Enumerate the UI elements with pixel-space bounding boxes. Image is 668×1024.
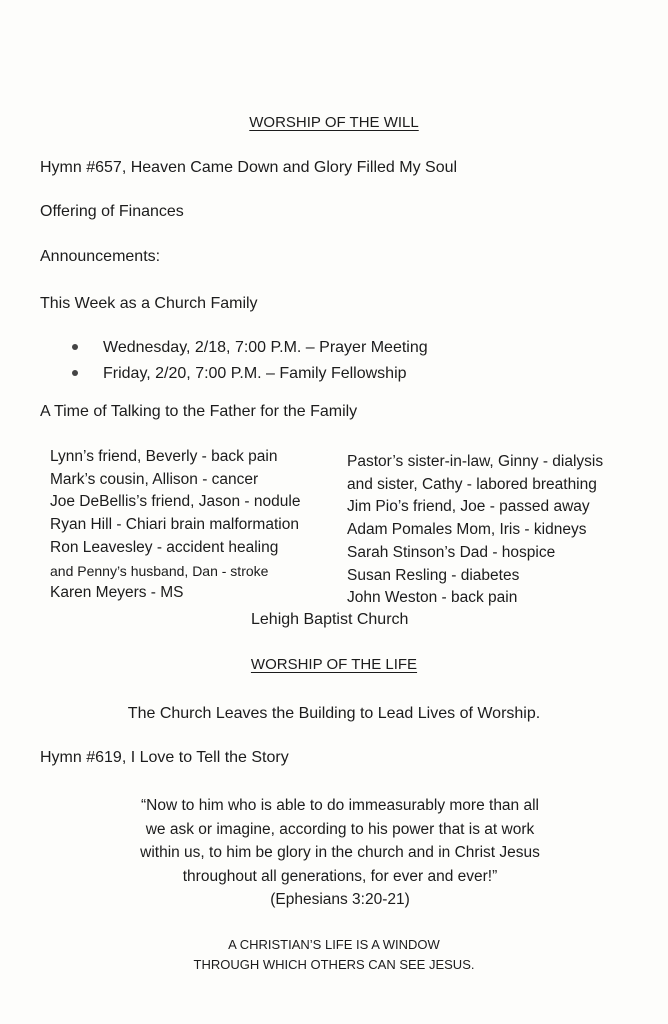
- prayer-item: and sister, Cathy - labored breathing: [347, 475, 597, 493]
- prayer-item: and Penny’s husband, Dan - stroke: [50, 562, 269, 579]
- bullet-icon: [72, 344, 78, 350]
- prayer-item: Ron Leavesley - accident healing: [50, 538, 279, 556]
- quote-line: throughout all generations, for ever and ever!”: [182, 867, 498, 885]
- worship-of-the-life-heading: WORSHIP OF THE LIFE: [250, 656, 418, 673]
- quote-line: within us, to him be glory in the church and in Christ Jesus: [140, 844, 540, 861]
- prayer-list-right: [347, 451, 603, 610]
- prayer-item: Joe DeBellis’s friend, Jason - nodule: [50, 493, 301, 511]
- bullet-icon: [72, 370, 78, 376]
- this-week-line: This Week as a Church Family: [40, 295, 258, 312]
- hymn-657-line: Hymn #657, Heaven Came Down and Glory Filled My Soul: [40, 159, 458, 176]
- prayer-item: Jim Pio’s friend, Joe - passed away: [347, 498, 590, 516]
- offering-line: Offering of Finances: [40, 203, 184, 220]
- quote-line: we ask or imagine, according to his power that is at work: [145, 820, 535, 838]
- prayer-item: Lynn’s friend, Beverly - back pain: [50, 448, 278, 465]
- prayer-list-left: [50, 446, 300, 605]
- prayer-item: Karen Meyers - MS: [50, 584, 184, 602]
- quote-line: “Now to him who is able to do immeasurably more than all: [140, 797, 539, 814]
- church-name: Lehigh Baptist Church: [251, 611, 409, 628]
- announcements-line: Announcements:: [40, 248, 161, 265]
- worship-of-the-will-heading: WORSHIP OF THE WILL: [249, 114, 419, 131]
- prayer-heading: A Time of Talking to the Father for the Family: [40, 403, 358, 420]
- prayer-item: Mark’s cousin, Allison - cancer: [50, 470, 259, 488]
- hymn-619-line: Hymn #619, I Love to Tell the Story: [40, 749, 289, 766]
- prayer-item: Pastor’s sister-in-law, Ginny - dialysis: [347, 453, 604, 470]
- event-wednesday: Wednesday, 2/18, 7:00 P.M. – Prayer Meeting: [103, 339, 428, 356]
- prayer-item: Sarah Stinson’s Dad - hospice: [347, 543, 556, 561]
- prayer-item: Adam Pomales Mom, Iris - kidneys: [347, 521, 587, 539]
- prayer-item: Ryan Hill - Chiari brain malformation: [50, 516, 299, 534]
- closing-statement: [0, 935, 668, 975]
- closing-line: THROUGH WHICH OTHERS CAN SEE JESUS.: [193, 957, 475, 972]
- sending-line: The Church Leaves the Building to Lead Lives of Worship.: [127, 705, 541, 722]
- quote-reference: (Ephesians 3:20-21): [270, 891, 410, 908]
- closing-line: A CHRISTIAN’S LIFE IS A WINDOW: [228, 937, 440, 952]
- scripture-quote: [60, 794, 620, 912]
- prayer-item: John Weston - back pain: [347, 589, 518, 607]
- prayer-item: Susan Resling - diabetes: [347, 566, 520, 584]
- event-friday: Friday, 2/20, 7:00 P.M. – Family Fellowship: [103, 365, 407, 382]
